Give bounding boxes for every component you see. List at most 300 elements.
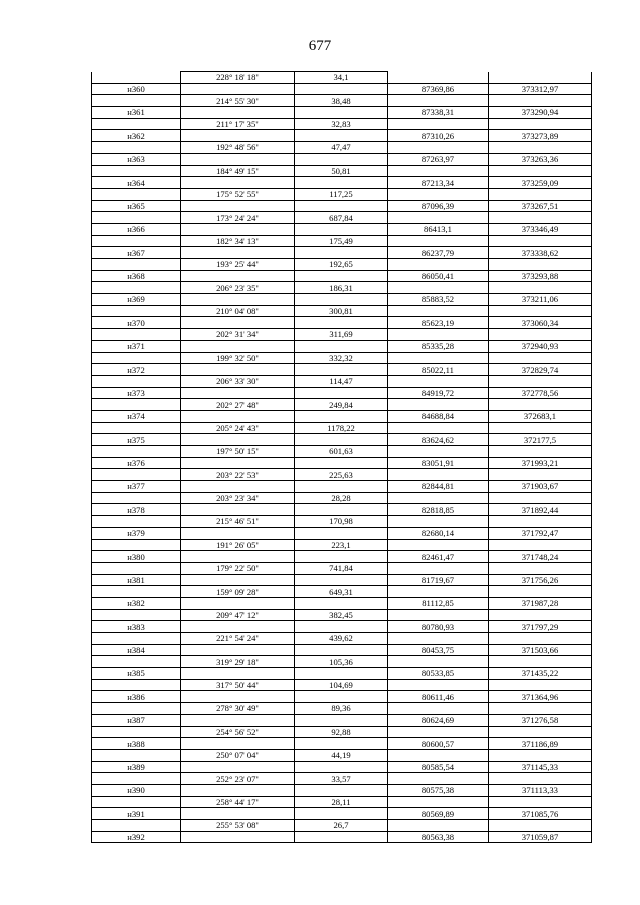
y-coordinate-cell <box>489 305 592 317</box>
segment-length-cell: 47,47 <box>295 142 388 154</box>
y-coordinate-cell: 373211,06 <box>489 294 592 306</box>
y-coordinate-cell: 371797,29 <box>489 621 592 633</box>
segment-length-cell: 311,69 <box>295 329 388 341</box>
y-coordinate-cell: 371792,47 <box>489 527 592 539</box>
segment-row <box>92 703 592 715</box>
point-row <box>92 597 592 609</box>
x-coordinate-cell: 85623,19 <box>388 317 489 329</box>
segment-length-cell: 105,36 <box>295 656 388 668</box>
direction-angle-cell <box>181 808 295 820</box>
point-row <box>92 831 592 843</box>
direction-angle-cell: 250° 07' 04" <box>181 749 295 761</box>
point-name-cell <box>92 235 181 247</box>
point-row <box>92 317 592 329</box>
segment-length-cell <box>295 831 388 843</box>
direction-angle-cell <box>181 527 295 539</box>
segment-length-cell: 92,88 <box>295 726 388 738</box>
segment-length-cell: 175,49 <box>295 235 388 247</box>
segment-row <box>92 329 592 341</box>
point-row <box>92 270 592 282</box>
x-coordinate-cell: 85335,28 <box>388 340 489 352</box>
segment-length-cell <box>295 223 388 235</box>
point-name-cell: н360 <box>92 83 181 95</box>
page-number: 677 <box>308 38 332 54</box>
segment-length-cell <box>295 340 388 352</box>
direction-angle-cell <box>181 247 295 259</box>
segment-row <box>92 633 592 645</box>
point-name-cell: н380 <box>92 551 181 563</box>
point-name-cell <box>92 726 181 738</box>
direction-angle-cell <box>181 410 295 422</box>
segment-length-cell: 28,28 <box>295 492 388 504</box>
x-coordinate-cell <box>388 469 489 481</box>
x-coordinate-cell: 80453,75 <box>388 644 489 656</box>
y-coordinate-cell <box>489 375 592 387</box>
direction-angle-cell: 173° 24' 24" <box>181 212 295 224</box>
segment-length-cell <box>295 738 388 750</box>
x-coordinate-cell: 80624,69 <box>388 714 489 726</box>
x-coordinate-cell: 87263,97 <box>388 153 489 165</box>
segment-length-cell: 26,7 <box>295 820 388 832</box>
segment-length-cell: 192,65 <box>295 259 388 271</box>
direction-angle-cell: 197° 50' 15" <box>181 446 295 458</box>
x-coordinate-cell: 82818,85 <box>388 504 489 516</box>
segment-row <box>92 399 592 411</box>
direction-angle-cell: 254° 56' 52" <box>181 726 295 738</box>
point-name-cell <box>92 375 181 387</box>
point-name-cell <box>92 539 181 551</box>
y-coordinate-cell <box>489 72 592 84</box>
segment-row <box>92 679 592 691</box>
segment-length-cell <box>295 808 388 820</box>
x-coordinate-cell <box>388 212 489 224</box>
x-coordinate-cell <box>388 656 489 668</box>
direction-angle-cell <box>181 317 295 329</box>
segment-length-cell: 34,1 <box>295 72 388 84</box>
segment-length-cell <box>295 364 388 376</box>
x-coordinate-cell <box>388 399 489 411</box>
x-coordinate-cell: 87096,39 <box>388 200 489 212</box>
y-coordinate-cell <box>489 773 592 785</box>
direction-angle-cell <box>181 457 295 469</box>
point-row <box>92 574 592 586</box>
point-name-cell <box>92 259 181 271</box>
segment-length-cell <box>295 83 388 95</box>
segment-row <box>92 586 592 598</box>
direction-angle-cell <box>181 364 295 376</box>
segment-length-cell: 300,81 <box>295 305 388 317</box>
direction-angle-cell: 203° 22' 53" <box>181 469 295 481</box>
y-coordinate-cell <box>489 422 592 434</box>
y-coordinate-cell <box>489 95 592 107</box>
segment-row <box>92 212 592 224</box>
point-row <box>92 200 592 212</box>
point-name-cell: н387 <box>92 714 181 726</box>
segment-length-cell <box>295 270 388 282</box>
point-name-cell <box>92 212 181 224</box>
direction-angle-cell: 255° 53' 08" <box>181 820 295 832</box>
point-row <box>92 551 592 563</box>
point-row <box>92 340 592 352</box>
segment-length-cell: 1178,22 <box>295 422 388 434</box>
x-coordinate-cell <box>388 539 489 551</box>
direction-angle-cell <box>181 270 295 282</box>
x-coordinate-cell: 87338,31 <box>388 107 489 119</box>
direction-angle-cell: 206° 23' 35" <box>181 282 295 294</box>
point-name-cell: н389 <box>92 761 181 773</box>
segment-length-cell: 225,63 <box>295 469 388 481</box>
y-coordinate-cell <box>489 796 592 808</box>
point-row <box>92 177 592 189</box>
point-name-cell: н383 <box>92 621 181 633</box>
point-row <box>92 223 592 235</box>
point-name-cell: н379 <box>92 527 181 539</box>
x-coordinate-cell <box>388 95 489 107</box>
point-row <box>92 691 592 703</box>
direction-angle-cell <box>181 153 295 165</box>
segment-row <box>92 749 592 761</box>
direction-angle-cell <box>181 761 295 773</box>
y-coordinate-cell <box>489 633 592 645</box>
point-row <box>92 504 592 516</box>
point-name-cell <box>92 656 181 668</box>
segment-length-cell <box>295 784 388 796</box>
point-row <box>92 457 592 469</box>
x-coordinate-cell <box>388 609 489 621</box>
x-coordinate-cell: 87213,34 <box>388 177 489 189</box>
y-coordinate-cell <box>489 609 592 621</box>
direction-angle-cell <box>181 597 295 609</box>
x-coordinate-cell <box>388 726 489 738</box>
x-coordinate-cell <box>388 188 489 200</box>
segment-row <box>92 142 592 154</box>
y-coordinate-cell <box>489 235 592 247</box>
y-coordinate-cell <box>489 586 592 598</box>
point-name-cell <box>92 633 181 645</box>
x-coordinate-cell <box>388 703 489 715</box>
direction-angle-cell <box>181 831 295 843</box>
segment-row <box>92 492 592 504</box>
point-name-cell <box>92 165 181 177</box>
segment-length-cell: 741,84 <box>295 562 388 574</box>
segment-row <box>92 820 592 832</box>
x-coordinate-cell: 80563,38 <box>388 831 489 843</box>
y-coordinate-cell: 371186,89 <box>489 738 592 750</box>
segment-length-cell: 687,84 <box>295 212 388 224</box>
direction-angle-cell <box>181 387 295 399</box>
y-coordinate-cell <box>489 446 592 458</box>
direction-angle-cell: 191° 26' 05" <box>181 539 295 551</box>
point-name-cell: н388 <box>92 738 181 750</box>
direction-angle-cell: 211° 17' 35" <box>181 118 295 130</box>
point-row <box>92 738 592 750</box>
y-coordinate-cell: 371903,67 <box>489 481 592 493</box>
direction-angle-cell <box>181 177 295 189</box>
segment-length-cell: 104,69 <box>295 679 388 691</box>
x-coordinate-cell <box>388 118 489 130</box>
x-coordinate-cell: 82680,14 <box>388 527 489 539</box>
x-coordinate-cell <box>388 446 489 458</box>
segment-length-cell <box>295 457 388 469</box>
y-coordinate-cell: 371276,58 <box>489 714 592 726</box>
y-coordinate-cell: 371085,76 <box>489 808 592 820</box>
y-coordinate-cell: 373060,34 <box>489 317 592 329</box>
x-coordinate-cell <box>388 516 489 528</box>
point-name-cell <box>92 679 181 691</box>
x-coordinate-cell: 86050,41 <box>388 270 489 282</box>
point-name-cell <box>92 95 181 107</box>
y-coordinate-cell <box>489 399 592 411</box>
segment-row <box>92 259 592 271</box>
y-coordinate-cell: 371145,33 <box>489 761 592 773</box>
x-coordinate-cell: 87310,26 <box>388 130 489 142</box>
point-name-cell: н362 <box>92 130 181 142</box>
x-coordinate-cell: 86237,79 <box>388 247 489 259</box>
point-row <box>92 247 592 259</box>
segment-length-cell <box>295 527 388 539</box>
y-coordinate-cell <box>489 352 592 364</box>
y-coordinate-cell <box>489 282 592 294</box>
direction-angle-cell: 205° 24' 43" <box>181 422 295 434</box>
segment-length-cell <box>295 177 388 189</box>
segment-length-cell: 170,98 <box>295 516 388 528</box>
segment-length-cell <box>295 481 388 493</box>
segment-row <box>92 609 592 621</box>
x-coordinate-cell: 85883,52 <box>388 294 489 306</box>
segment-length-cell <box>295 621 388 633</box>
direction-angle-cell: 209° 47' 12" <box>181 609 295 621</box>
segment-row <box>92 726 592 738</box>
direction-angle-cell <box>181 223 295 235</box>
x-coordinate-cell: 82844,81 <box>388 481 489 493</box>
point-name-cell <box>92 749 181 761</box>
point-name-cell <box>92 72 181 84</box>
point-name-cell <box>92 703 181 715</box>
segment-length-cell: 223,1 <box>295 539 388 551</box>
direction-angle-cell <box>181 551 295 563</box>
y-coordinate-cell: 371892,44 <box>489 504 592 516</box>
point-row <box>92 784 592 796</box>
point-name-cell: н370 <box>92 317 181 329</box>
direction-angle-cell <box>181 504 295 516</box>
point-name-cell <box>92 352 181 364</box>
point-row <box>92 364 592 376</box>
segment-length-cell: 186,31 <box>295 282 388 294</box>
point-name-cell <box>92 422 181 434</box>
point-name-cell <box>92 282 181 294</box>
y-coordinate-cell <box>489 539 592 551</box>
segment-row <box>92 539 592 551</box>
point-name-cell: н386 <box>92 691 181 703</box>
x-coordinate-cell <box>388 282 489 294</box>
x-coordinate-cell <box>388 352 489 364</box>
y-coordinate-cell: 371364,96 <box>489 691 592 703</box>
coordinates-table <box>91 71 592 843</box>
segment-length-cell: 601,63 <box>295 446 388 458</box>
point-name-cell: н385 <box>92 668 181 680</box>
y-coordinate-cell: 373273,89 <box>489 130 592 142</box>
point-name-cell: н375 <box>92 434 181 446</box>
x-coordinate-cell <box>388 562 489 574</box>
x-coordinate-cell: 86413,1 <box>388 223 489 235</box>
point-name-cell <box>92 562 181 574</box>
point-name-cell: н371 <box>92 340 181 352</box>
x-coordinate-cell: 80569,89 <box>388 808 489 820</box>
point-name-cell: н382 <box>92 597 181 609</box>
x-coordinate-cell <box>388 235 489 247</box>
point-row <box>92 83 592 95</box>
x-coordinate-cell <box>388 259 489 271</box>
segment-length-cell <box>295 200 388 212</box>
point-name-cell <box>92 820 181 832</box>
x-coordinate-cell: 80600,57 <box>388 738 489 750</box>
segment-row <box>92 165 592 177</box>
point-name-cell: н364 <box>92 177 181 189</box>
y-coordinate-cell <box>489 259 592 271</box>
point-row <box>92 668 592 680</box>
y-coordinate-cell <box>489 142 592 154</box>
x-coordinate-cell <box>388 492 489 504</box>
point-name-cell <box>92 446 181 458</box>
segment-length-cell: 33,57 <box>295 773 388 785</box>
direction-angle-cell: 319° 29' 18" <box>181 656 295 668</box>
direction-angle-cell <box>181 738 295 750</box>
x-coordinate-cell: 87369,86 <box>388 83 489 95</box>
direction-angle-cell: 258° 44' 17" <box>181 796 295 808</box>
y-coordinate-cell <box>489 492 592 504</box>
point-name-cell <box>92 118 181 130</box>
point-name-cell <box>92 399 181 411</box>
x-coordinate-cell: 82461,47 <box>388 551 489 563</box>
segment-length-cell <box>295 317 388 329</box>
y-coordinate-cell: 372683,1 <box>489 410 592 422</box>
segment-length-cell <box>295 130 388 142</box>
point-row <box>92 527 592 539</box>
segment-length-cell: 439,62 <box>295 633 388 645</box>
point-name-cell <box>92 142 181 154</box>
segment-length-cell <box>295 668 388 680</box>
segment-length-cell: 117,25 <box>295 188 388 200</box>
point-name-cell: н367 <box>92 247 181 259</box>
point-name-cell <box>92 516 181 528</box>
direction-angle-cell: 203° 23' 34" <box>181 492 295 504</box>
y-coordinate-cell <box>489 656 592 668</box>
direction-angle-cell: 214° 55' 30" <box>181 95 295 107</box>
point-row <box>92 481 592 493</box>
segment-length-cell: 382,45 <box>295 609 388 621</box>
segment-length-cell: 32,83 <box>295 118 388 130</box>
x-coordinate-cell <box>388 72 489 84</box>
y-coordinate-cell: 371059,87 <box>489 831 592 843</box>
x-coordinate-cell: 85022,11 <box>388 364 489 376</box>
x-coordinate-cell <box>388 633 489 645</box>
x-coordinate-cell <box>388 375 489 387</box>
point-row <box>92 153 592 165</box>
direction-angle-cell <box>181 668 295 680</box>
y-coordinate-cell: 373312,97 <box>489 83 592 95</box>
direction-angle-cell <box>181 714 295 726</box>
segment-length-cell <box>295 574 388 586</box>
direction-angle-cell: 278° 30' 49" <box>181 703 295 715</box>
y-coordinate-cell: 371993,21 <box>489 457 592 469</box>
y-coordinate-cell <box>489 820 592 832</box>
direction-angle-cell: 221° 54' 24" <box>181 633 295 645</box>
point-name-cell: н376 <box>92 457 181 469</box>
y-coordinate-cell <box>489 118 592 130</box>
direction-angle-cell <box>181 434 295 446</box>
y-coordinate-cell <box>489 212 592 224</box>
segment-length-cell <box>295 761 388 773</box>
point-name-cell <box>92 492 181 504</box>
direction-angle-cell: 206° 33' 30" <box>181 375 295 387</box>
segment-length-cell <box>295 714 388 726</box>
direction-angle-cell <box>181 574 295 586</box>
direction-angle-cell: 184° 49' 15" <box>181 165 295 177</box>
point-name-cell <box>92 188 181 200</box>
point-name-cell <box>92 305 181 317</box>
segment-row <box>92 235 592 247</box>
point-row <box>92 808 592 820</box>
point-name-cell <box>92 586 181 598</box>
segment-row <box>92 796 592 808</box>
segment-row <box>92 562 592 574</box>
x-coordinate-cell: 80575,38 <box>388 784 489 796</box>
point-name-cell <box>92 609 181 621</box>
segment-row <box>92 375 592 387</box>
direction-angle-cell <box>181 621 295 633</box>
point-name-cell: н366 <box>92 223 181 235</box>
segment-length-cell: 50,81 <box>295 165 388 177</box>
segment-length-cell <box>295 434 388 446</box>
segment-length-cell: 114,47 <box>295 375 388 387</box>
segment-length-cell <box>295 691 388 703</box>
y-coordinate-cell: 373267,51 <box>489 200 592 212</box>
segment-row <box>92 282 592 294</box>
x-coordinate-cell <box>388 796 489 808</box>
direction-angle-cell <box>181 340 295 352</box>
direction-angle-cell: 252° 23' 07" <box>181 773 295 785</box>
y-coordinate-cell <box>489 188 592 200</box>
segment-length-cell: 38,48 <box>295 95 388 107</box>
y-coordinate-cell: 373259,09 <box>489 177 592 189</box>
x-coordinate-cell: 80780,93 <box>388 621 489 633</box>
point-name-cell: н377 <box>92 481 181 493</box>
direction-angle-cell <box>181 691 295 703</box>
direction-angle-cell <box>181 644 295 656</box>
y-coordinate-cell <box>489 469 592 481</box>
x-coordinate-cell: 84688,84 <box>388 410 489 422</box>
x-coordinate-cell: 81719,67 <box>388 574 489 586</box>
segment-length-cell: 649,31 <box>295 586 388 598</box>
y-coordinate-cell: 371756,26 <box>489 574 592 586</box>
direction-angle-cell: 159° 09' 28" <box>181 586 295 598</box>
y-coordinate-cell: 371435,22 <box>489 668 592 680</box>
direction-angle-cell <box>181 83 295 95</box>
direction-angle-cell: 317° 50' 44" <box>181 679 295 691</box>
point-name-cell: н361 <box>92 107 181 119</box>
segment-row <box>92 188 592 200</box>
direction-angle-cell <box>181 130 295 142</box>
direction-angle-cell: 175° 52' 55" <box>181 188 295 200</box>
y-coordinate-cell <box>489 726 592 738</box>
x-coordinate-cell <box>388 422 489 434</box>
y-coordinate-cell <box>489 562 592 574</box>
x-coordinate-cell <box>388 329 489 341</box>
segment-row <box>92 469 592 481</box>
y-coordinate-cell: 371503,66 <box>489 644 592 656</box>
segment-row <box>92 352 592 364</box>
x-coordinate-cell: 83051,91 <box>388 457 489 469</box>
